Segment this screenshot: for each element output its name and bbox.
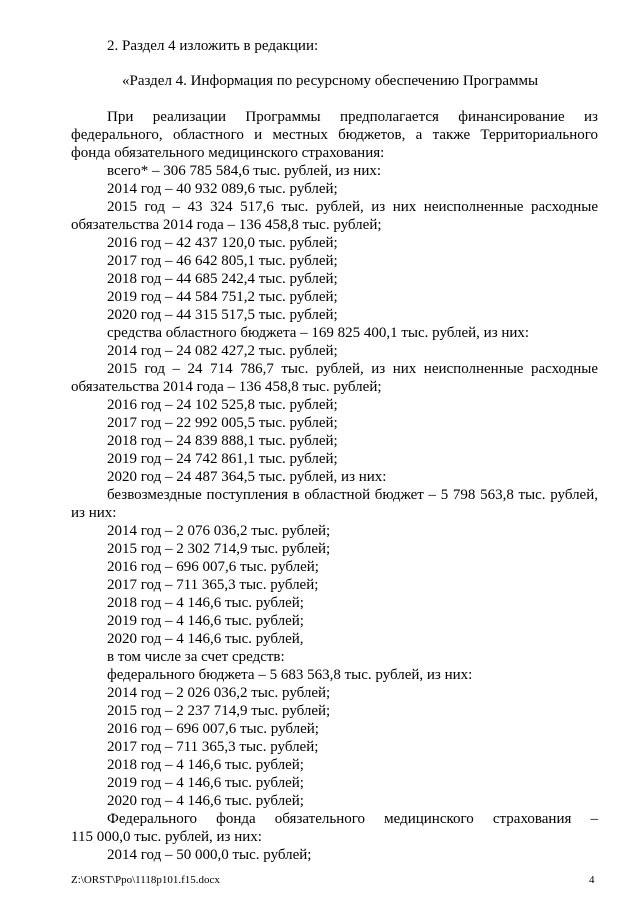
intro-line-2: федерального, областного и местных бюджетов, а также Территориального [71, 127, 598, 143]
gratuitous-2015: 2015 год – 2 302 714,9 тыс. рублей; [107, 541, 331, 557]
gratuitous-2014: 2014 год – 2 076 036,2 тыс. рублей; [107, 523, 331, 539]
total-2015-line-1: 2015 год – 43 324 517,6 тыс. рублей, из них неисполненные расходные [107, 199, 598, 215]
gratuitous-line-1: безвозмездные поступления в областной бюджет – 5 798 563,8 тыс. рублей, [107, 487, 598, 503]
total-2014: 2014 год – 40 932 089,6 тыс. рублей; [107, 181, 338, 197]
foms-line-1: Федерального фонда обязательного медицинского страхования – [107, 811, 598, 827]
gratuitous-2020: 2020 год – 4 146,6 тыс. рублей, [107, 631, 304, 647]
federal-budget: федерального бюджета – 5 683 563,8 тыс. рублей, из них: [107, 667, 473, 683]
federal-2018: 2018 год – 4 146,6 тыс. рублей; [107, 757, 304, 773]
total-2016: 2016 год – 42 437 120,0 тыс. рублей; [107, 235, 338, 251]
gratuitous-line-2: из них: [71, 505, 117, 521]
gratuitous-2017: 2017 год – 711 365,3 тыс. рублей; [107, 577, 319, 593]
total-2020: 2020 год – 44 315 517,5 тыс. рублей; [107, 307, 338, 323]
federal-2020: 2020 год – 4 146,6 тыс. рублей; [107, 793, 304, 809]
regional-2019: 2019 год – 24 742 861,1 тыс. рублей; [107, 451, 338, 467]
regional-2016: 2016 год – 24 102 525,8 тыс. рублей; [107, 397, 338, 413]
intro-line-1: При реализации Программы предполагается финансирование из [107, 109, 598, 125]
federal-2019: 2019 год – 4 146,6 тыс. рублей; [107, 775, 304, 791]
section-title: «Раздел 4. Информация по ресурсному обеспечению Программы [122, 73, 539, 89]
foms-line-2: 115 000,0 тыс. рублей, из них: [71, 829, 262, 845]
regional-budget: средства областного бюджета – 169 825 400,1 тыс. рублей, из них: [107, 325, 530, 341]
gratuitous-2019: 2019 год – 4 146,6 тыс. рублей; [107, 613, 304, 629]
intro-line-3: фонда обязательного медицинского страхования: [71, 145, 385, 161]
total-funding: всего* – 306 785 584,6 тыс. рублей, из них: [107, 163, 382, 179]
regional-2014: 2014 год – 24 082 427,2 тыс. рублей; [107, 343, 338, 359]
federal-2014: 2014 год – 2 026 036,2 тыс. рублей; [107, 685, 331, 701]
including-label: в том числе за счет средств: [107, 649, 285, 665]
footer-file-path: Z:\ORST\Ppo\1118p101.f15.docx [71, 874, 220, 886]
regional-2020: 2020 год – 24 487 364,5 тыс. рублей, из них: [107, 469, 387, 485]
gratuitous-2016: 2016 год – 696 007,6 тыс. рублей; [107, 559, 319, 575]
federal-2016: 2016 год – 696 007,6 тыс. рублей; [107, 721, 319, 737]
total-2019: 2019 год – 44 584 751,2 тыс. рублей; [107, 289, 338, 305]
regional-2018: 2018 год – 24 839 888,1 тыс. рублей; [107, 433, 338, 449]
federal-2017: 2017 год – 711 365,3 тыс. рублей; [107, 739, 319, 755]
foms-2014: 2014 год – 50 000,0 тыс. рублей; [107, 847, 312, 863]
footer-page-number: 4 [589, 874, 595, 886]
regional-2015-line-2: обязательства 2014 года – 136 458,8 тыс. рублей; [71, 379, 382, 395]
amendment-heading: 2. Раздел 4 изложить в редакции: [107, 38, 319, 54]
regional-2017: 2017 год – 22 992 005,5 тыс. рублей; [107, 415, 338, 431]
total-2015-line-2: обязательства 2014 года – 136 458,8 тыс. рублей; [71, 217, 382, 233]
federal-2015: 2015 год – 2 237 714,9 тыс. рублей; [107, 703, 331, 719]
total-2018: 2018 год – 44 685 242,4 тыс. рублей; [107, 271, 338, 287]
gratuitous-2018: 2018 год – 4 146,6 тыс. рублей; [107, 595, 304, 611]
regional-2015-line-1: 2015 год – 24 714 786,7 тыс. рублей, из них неисполненные расходные [107, 361, 598, 377]
total-2017: 2017 год – 46 642 805,1 тыс. рублей; [107, 253, 338, 269]
